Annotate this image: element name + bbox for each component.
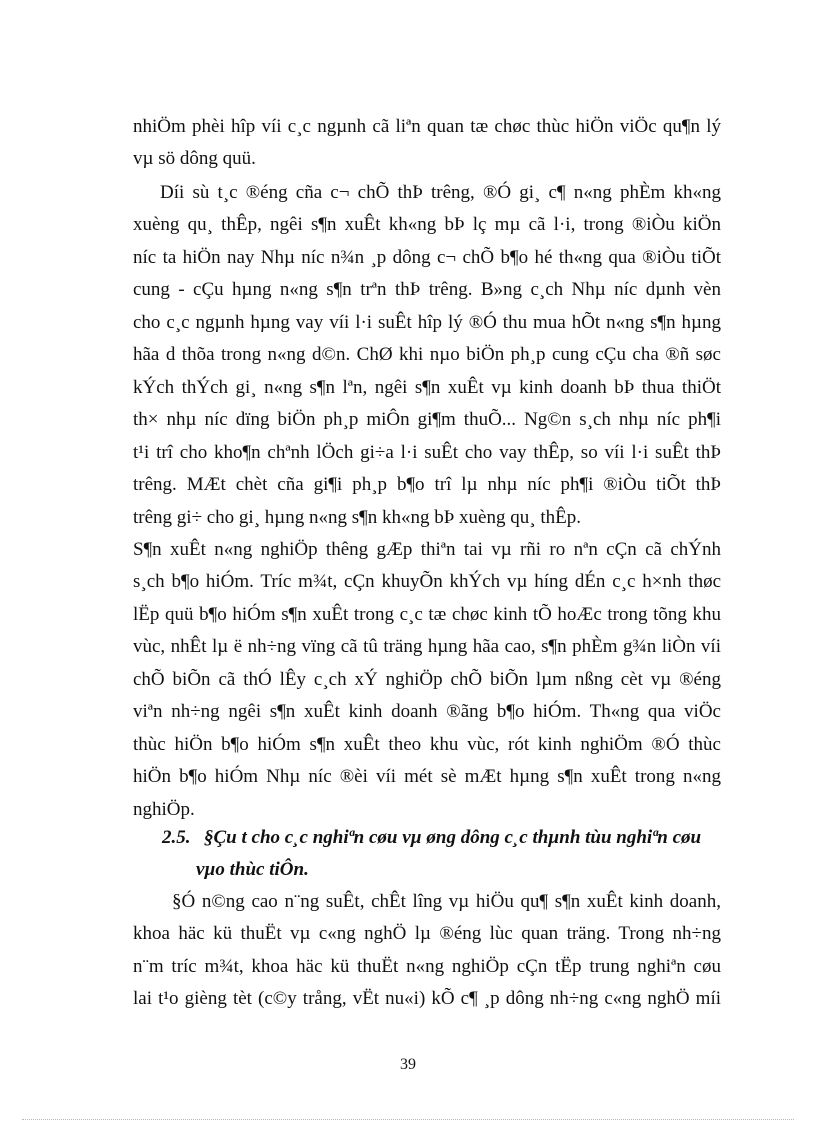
text-line: thùc hiÖn b¶o hiÓm s¶n xuÊt theo khu vùc, rót kinh nghiÖm ®Ó thùc	[133, 734, 721, 755]
page-number: 39	[400, 1056, 416, 1073]
text-line: viªn nh÷ng ngêi s¶n xuÊt kinh doanh ®ãng b¶o hiÓm. Th«ng qua viÖc	[133, 701, 721, 722]
text-line: t¹i trî cho kho¶n chªnh lÖch gi÷a l·i suÊt cho vay thÊp, so víi l·i suÊt thÞ	[133, 442, 721, 463]
text-line: trêng. MÆt chèt cña gi¶i ph¸p b¶o trî lµ nhµ níc ph¶i ®iÒu tiÕt thÞ	[133, 474, 721, 495]
text-line: S¶n xuÊt n«ng nghiÖp thêng gÆp thiªn tai vµ rñi ro nªn cÇn cã chÝnh	[133, 539, 721, 560]
text-line: §Ó n©ng cao n¨ng suÊt, chÊt lîng vµ hiÖu qu¶ s¶n xuÊt kinh doanh,	[172, 891, 721, 912]
text-line: Díi sù t¸c ®éng cña c¬ chÕ thÞ trêng, ®Ó gi¸ c¶ n«ng phÈm kh«ng	[160, 182, 721, 203]
section-heading-continued: vµo thùc tiÔn.	[196, 859, 309, 880]
text-line: vùc, nhÊt lµ ë nh÷ng vïng cã tû träng hµng hãa cao, s¶n phÈm g¾n liÒn víi	[133, 636, 721, 657]
text-line: trêng gi÷ cho gi¸ hµng n«ng s¶n kh«ng bÞ xuèng qu¸ thÊp.	[133, 507, 581, 528]
text-line: cho c¸c ngµnh hµng vay víi l·i suÊt hîp lý ®Ó thu mua hÕt n«ng s¶n hµng	[133, 312, 721, 333]
section-number: 2.5.	[162, 827, 191, 848]
text-line: lai t¹o gièng tèt (c©y trång, vËt nu«i) kÕ c¶ ¸p dông nh÷ng c«ng nghÖ míi	[133, 988, 721, 1009]
text-line: cung - cÇu hµng n«ng s¶n trªn thÞ trêng. B»ng c¸ch Nhµ níc dµnh vèn	[133, 279, 721, 300]
text-line: vµ sö dông quü.	[133, 148, 256, 169]
text-line: níc ta hiÖn nay Nhµ níc n¾n ¸p dông c¬ chÕ b¶o hé th«ng qua ®iÒu tiÕt	[133, 247, 721, 268]
section-heading: §Çu t cho c¸c nghiªn cøu vµ øng dông c¸c thµnh tùu nghiªn cøu	[204, 827, 702, 848]
text-line: n¨m tríc m¾t, khoa häc kü thuËt n«ng nghiÖp cÇn tËp trung nghiªn cøu	[133, 956, 721, 977]
page-bottom-divider	[22, 1119, 794, 1120]
text-line: chÕ biÕn cã thÓ lÊy c¸ch xÝ nghiÖp chÕ biÕn lµm nßng cèt vµ ®éng	[133, 669, 721, 690]
text-line: lËp quü b¶o hiÓm s¶n xuÊt trong c¸c tæ chøc kinh tÕ hoÆc trong tõng khu	[133, 604, 721, 625]
text-line: kÝch thÝch gi¸ n«ng s¶n lªn, ngêi s¶n xuÊt vµ kinh doanh bÞ thua thiÖt	[133, 377, 721, 398]
text-line: th× nhµ níc dïng biÖn ph¸p miÔn gi¶m thuÕ... Ng©n s¸ch nhµ níc ph¶i	[133, 409, 721, 430]
text-line: hãa d thõa trong n«ng d©n. ChØ khi nµo biÖn ph¸p cung cÇu cha ®ñ søc	[133, 344, 721, 365]
text-line: s¸ch b¶o hiÓm. Tríc m¾t, cÇn khuyÕn khÝch vµ híng dÉn c¸c h×nh thøc	[133, 571, 721, 592]
text-line: nhiÖm phèi hîp víi c¸c ngµnh cã liªn quan tæ chøc thùc hiÖn viÖc qu¶n lý	[133, 116, 721, 137]
text-line: nghiÖp.	[133, 799, 195, 820]
text-line: khoa häc kü thuËt vµ c«ng nghÖ lµ ®éng lùc quan träng. Trong nh÷ng	[133, 923, 721, 944]
text-line: xuèng qu¸ thÊp, ngêi s¶n xuÊt kh«ng bÞ lç mµ cã l·i, trong ®iÒu kiÖn	[133, 214, 721, 235]
text-line: hiÖn b¶o hiÓm Nhµ níc ®èi víi mét sè mÆt hµng s¶n xuÊt trong n«ng	[133, 766, 721, 787]
